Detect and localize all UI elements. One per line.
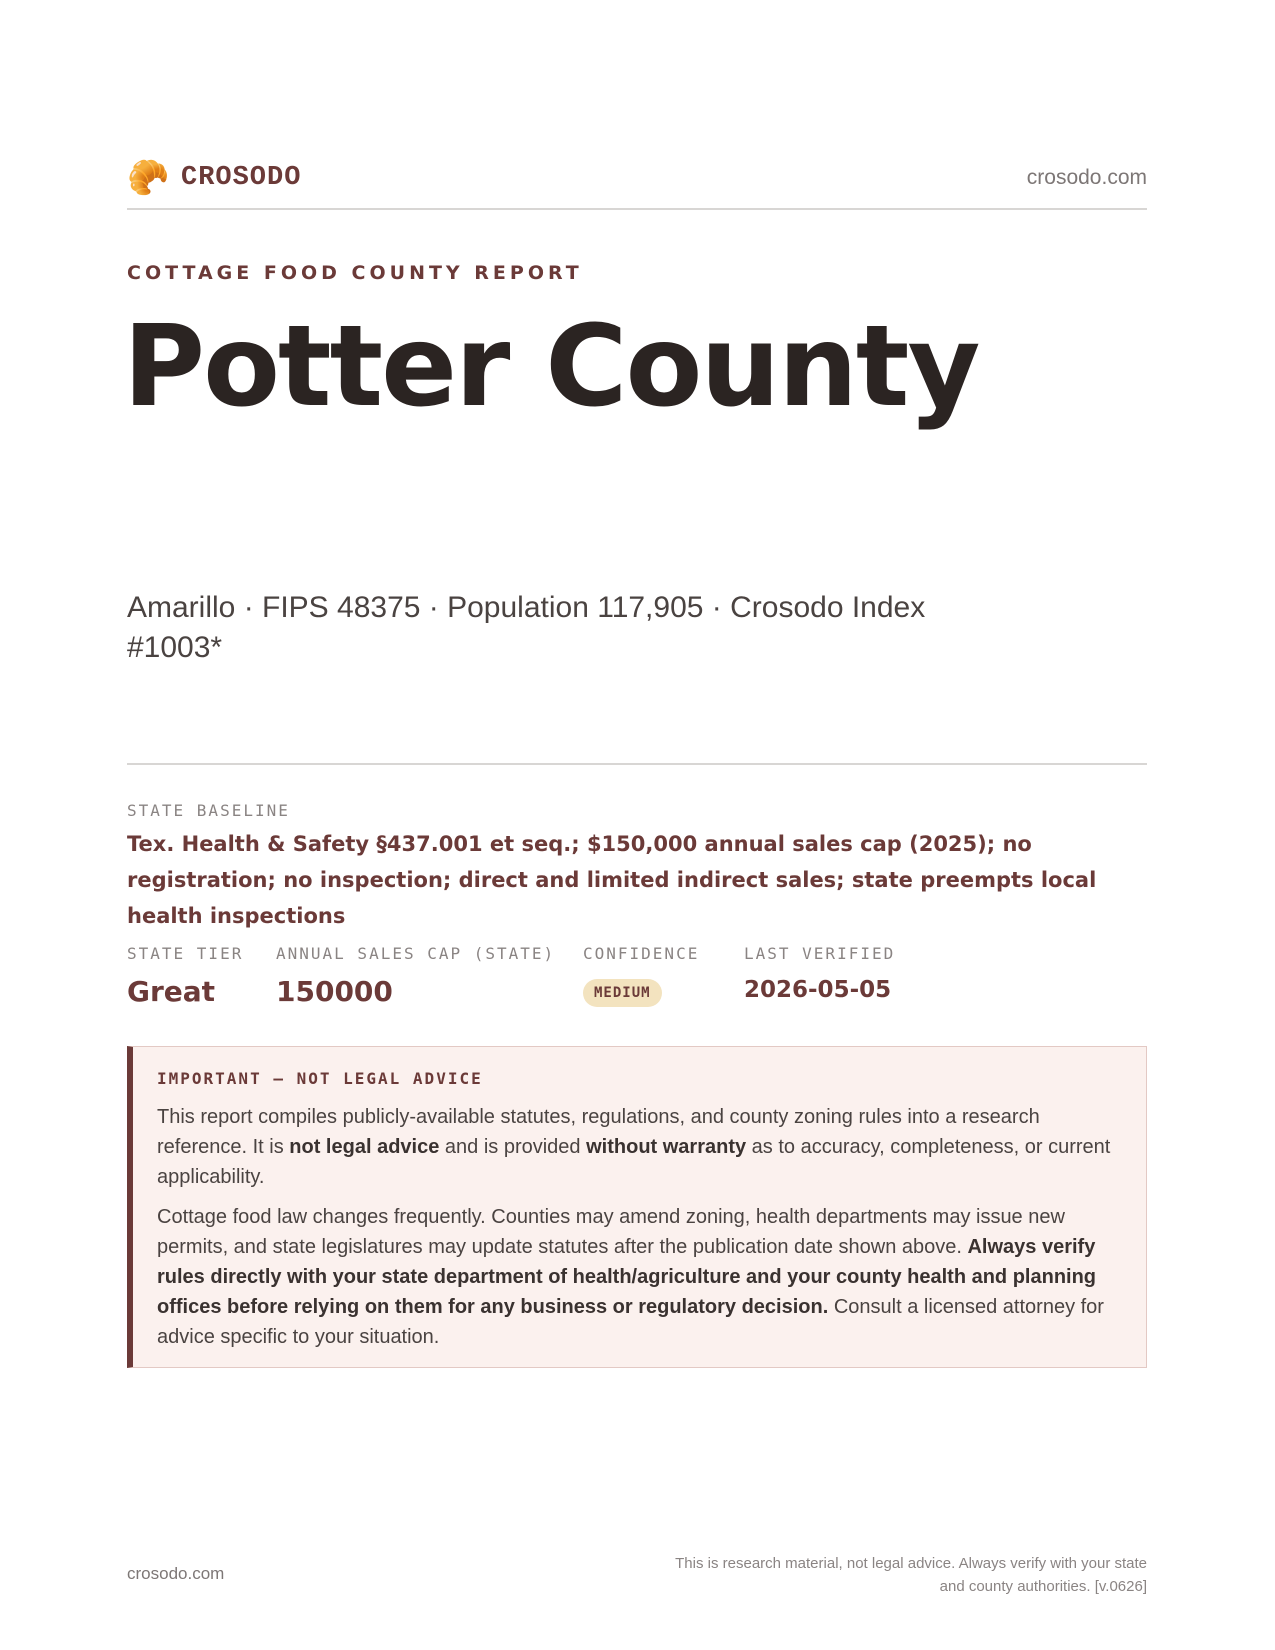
- report-page: [123, 0, 1147, 1650]
- stat-state-tier: [127, 944, 243, 1008]
- state-baseline-text: Tex. Health & Safety §437.001 et seq.; $150,000 annual sales cap (2025); no registration; no inspection; direct and limited indirect sales; state preempts local health inspections: [127, 832, 1097, 928]
- stat-value: Great: [127, 975, 216, 1008]
- footer-disclaimer-line: This is research material, not legal advice. Always verify with your state: [675, 1555, 1147, 1572]
- page-header: [127, 158, 1147, 210]
- county-subtitle: Amarillo · FIPS 48375 · Population 117,905 · Crosodo Index #1003*: [127, 591, 926, 664]
- notice-emphasis: not legal advice: [289, 1136, 440, 1158]
- notice-text: This report compiles publicly-available statutes, regulations, and county zoning rules into a research reference. It is: [157, 1106, 1040, 1158]
- stat-label: STATE TIER: [127, 944, 244, 963]
- notice-text: as to accuracy, completeness, or current applicability.: [157, 1136, 1111, 1188]
- brand-name: CROSODO: [181, 163, 302, 193]
- confidence-badge: MEDIUM: [583, 979, 662, 1007]
- notice-text: Cottage food law changes frequently. Counties may amend zoning, health departments may issue new permits, and state legislatures may update statutes after the publication date shown above.: [157, 1206, 1065, 1258]
- notice-emphasis: Always verify rules directly with your state department of health/agriculture and your county health and planning offices before relying on them for any business or regulatory decision.: [157, 1236, 1097, 1318]
- footer-disclaimer-line: and county authorities. [v.0626]: [939, 1578, 1147, 1595]
- section-divider: [127, 763, 1147, 765]
- notice-emphasis: without warranty: [586, 1136, 747, 1158]
- notice-paragraph: [157, 1102, 1122, 1192]
- stat-sales-cap: [276, 944, 555, 1008]
- stat-confidence: [583, 944, 699, 1007]
- stat-value: 2026-05-05: [744, 977, 892, 1003]
- notice-text: and is provided: [439, 1136, 587, 1158]
- notice-text: Consult a licensed attorney for advice specific to your situation.: [157, 1296, 1104, 1348]
- croissant-icon: 🥐: [127, 158, 170, 198]
- footer-disclaimer: [627, 1552, 1147, 1598]
- stat-last-verified: [744, 944, 895, 1003]
- stat-label: ANNUAL SALES CAP (STATE): [276, 944, 556, 963]
- notice-paragraph: [157, 1202, 1122, 1352]
- stat-value: 150000: [276, 975, 393, 1008]
- site-url-link[interactable]: crosodo.com: [1026, 166, 1147, 189]
- notice-title: IMPORTANT — NOT LEGAL ADVICE: [157, 1069, 483, 1088]
- page-title: Potter County: [123, 302, 979, 432]
- stat-label: LAST VERIFIED: [744, 944, 896, 963]
- report-type-label: COTTAGE FOOD COUNTY REPORT: [127, 262, 583, 284]
- state-baseline-label: STATE BASELINE: [127, 801, 290, 820]
- footer-site-link[interactable]: crosodo.com: [127, 1564, 225, 1583]
- brand[interactable]: [127, 158, 301, 198]
- legal-notice: [127, 1046, 1147, 1368]
- stat-label: CONFIDENCE: [583, 944, 700, 963]
